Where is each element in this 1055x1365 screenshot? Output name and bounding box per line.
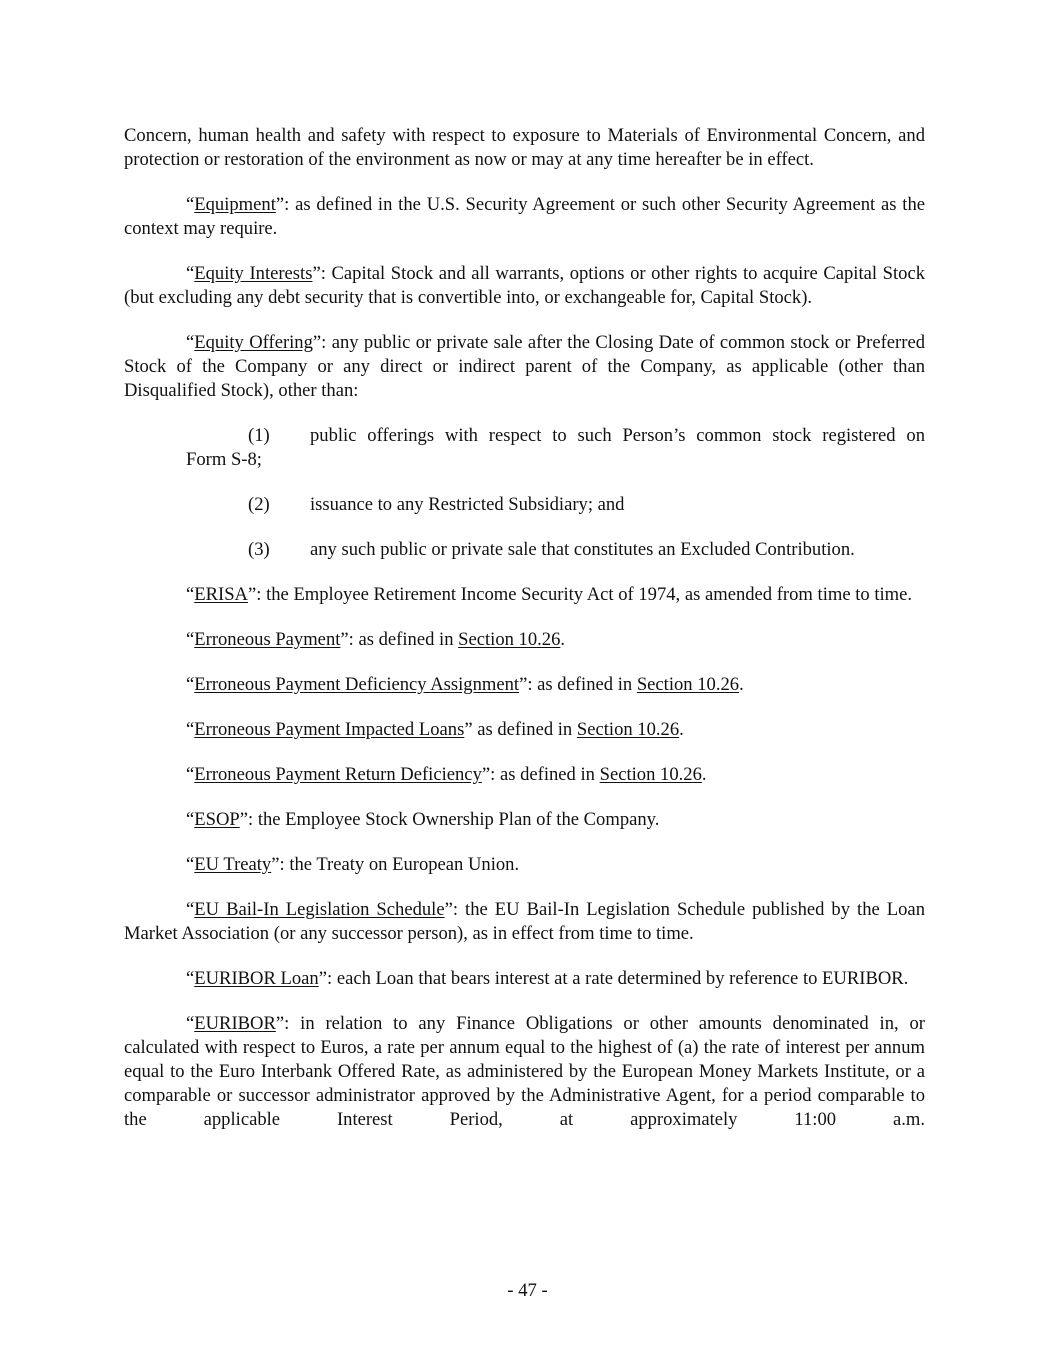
definition-equity-offering: “Equity Offering”: any public or private sale after the Closing Date of common stock or Preferred Stock of the Company or any direct or indirect parent of the Company, as applicable (other than Disqualified Stock), other than: [124, 332, 925, 401]
term-eu-bail-in-legislation-schedule: EU Bail-In Legislation Schedule [194, 899, 445, 920]
list-item-number: (3) [248, 539, 270, 560]
continuation-paragraph: Concern, human health and safety with respect to exposure to Materials of Environmental Concern, and protection or restoration of the environment as now or may at any time hereafter be in effect. [124, 125, 925, 170]
list-item: (2) issuance to any Restricted Subsidiary; and [248, 494, 625, 515]
term-erroneous-payment-return-deficiency: Erroneous Payment Return Deficiency [194, 764, 482, 785]
document-page [124, 124, 925, 1153]
term-euribor-loan: EURIBOR Loan [194, 968, 319, 989]
definition-erisa: “ERISA”: the Employee Retirement Income Security Act of 1974, as amended from time to time. [186, 584, 913, 605]
term-equipment: Equipment [194, 194, 276, 215]
definition-equipment: “Equipment”: as defined in the U.S. Security Agreement or such other Security Agreement as the context may require. [124, 194, 925, 239]
list-item-number: (2) [248, 494, 270, 515]
list-item: (1) public offerings with respect to such Person’s common stock registered on Form S-8; [186, 425, 925, 470]
definition-esop: “ESOP”: the Employee Stock Ownership Plan of the Company. [186, 809, 660, 830]
term-euribor: EURIBOR [194, 1013, 276, 1034]
definition-eu-bail-in-legislation-schedule: “EU Bail-In Legislation Schedule”: the EU Bail-In Legislation Schedule published by the Loan Market Association (or any successor person), as in effect from time to time. [124, 899, 925, 944]
section-reference-link[interactable]: Section 10.26 [599, 764, 702, 785]
definition-equity-interests: “Equity Interests”: Capital Stock and all warrants, options or other rights to acquire Capital Stock (but excluding any debt security that is convertible into, or exchangeable for, Capital Stock). [124, 263, 926, 308]
term-erroneous-payment: Erroneous Payment [194, 629, 341, 650]
definition-euribor-loan: “EURIBOR Loan”: each Loan that bears interest at a rate determined by reference to EURIBOR. [186, 968, 909, 989]
section-reference-link[interactable]: Section 10.26 [576, 719, 680, 740]
page-number: - 47 - [507, 1280, 548, 1301]
term-equity-interests: Equity Interests [194, 263, 313, 284]
term-erroneous-payment-deficiency-assignment: Erroneous Payment Deficiency Assignment [194, 674, 520, 695]
term-erroneous-payment-impacted-loans: Erroneous Payment Impacted Loans [194, 719, 465, 740]
definition-erroneous-payment: “Erroneous Payment”: as defined in Section 10.26. [186, 629, 566, 650]
definition-erroneous-payment-return-deficiency: “Erroneous Payment Return Deficiency”: as defined in Section 10.26. [186, 764, 707, 785]
definition-erroneous-payment-impacted-loans: “Erroneous Payment Impacted Loans” as defined in Section 10.26. [186, 719, 684, 740]
term-eu-treaty: EU Treaty [194, 854, 272, 875]
list-item-number: (1) [248, 425, 270, 446]
definition-euribor: “EURIBOR”: in relation to any Finance Obligations or other amounts denominated in, or calculated with respect to Euros, a rate per annum equal to the highest of (a) the rate of interest per annum equal to the Euro Interbank Offered Rate, as administered by the European Money Markets Institute, or a comparable or successor administrator approved by the Administrative Agent, for a period comparable to the applicable Interest Period, at approximately 11:00 a.m. [124, 1013, 925, 1130]
section-reference-link[interactable]: Section 10.26 [458, 629, 561, 650]
section-reference-link[interactable]: Section 10.26 [636, 674, 740, 695]
term-equity-offering: Equity Offering [194, 332, 313, 353]
definition-eu-treaty: “EU Treaty”: the Treaty on European Union. [186, 854, 520, 875]
term-esop: ESOP [194, 809, 240, 830]
definition-erroneous-payment-deficiency-assignment: “Erroneous Payment Deficiency Assignment”: as defined in Section 10.26. [186, 674, 744, 695]
list-item: (3) any such public or private sale that constitutes an Excluded Contribution. [248, 539, 855, 560]
term-erisa: ERISA [194, 584, 248, 605]
